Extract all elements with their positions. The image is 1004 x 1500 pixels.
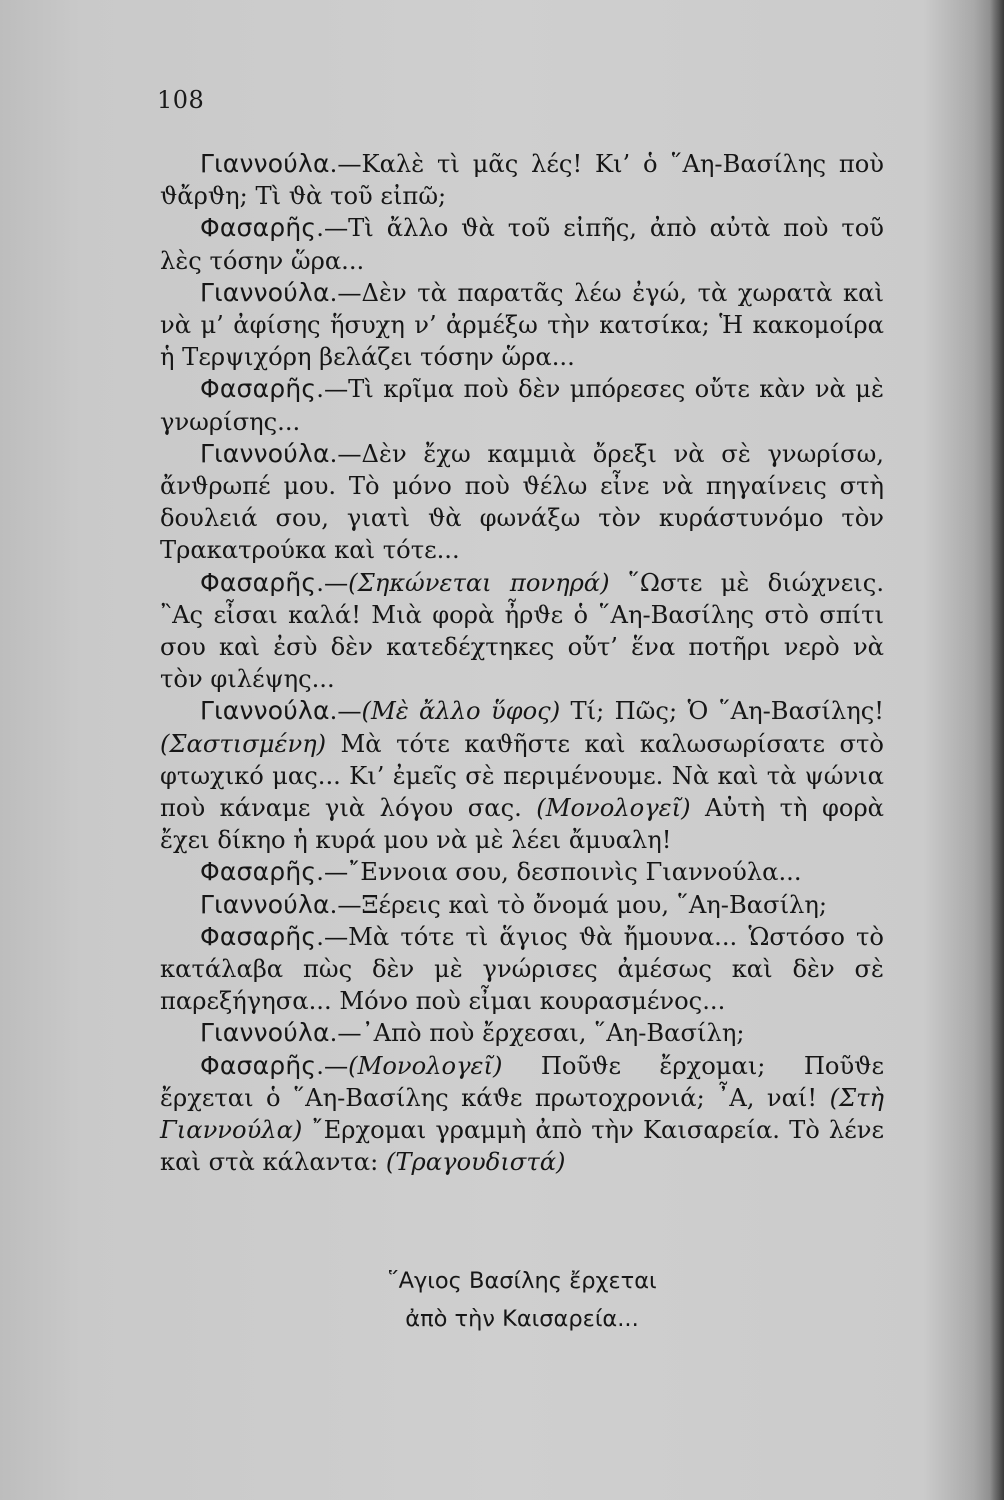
dialogue-paragraph <box>160 148 884 212</box>
dialogue-paragraph <box>160 1017 884 1049</box>
dialogue-line: .— <box>316 1051 349 1080</box>
dialogue-line: .—Καλὲ τὶ μᾶς λές! Κι’ ὁ ῞Αη-Βασίλης ποὺ ϑἄρϑη; Τὶ ϑὰ τοῦ εἰπῶ; <box>160 150 884 211</box>
speaker-name: Φασαρῆς <box>200 921 317 951</box>
verse-line-1: ῞Αγιος Βασίλης ἔρχεται <box>387 1268 657 1294</box>
stage-direction: (Σηκώνεται πονηρά) <box>348 568 610 597</box>
dialogue-line: .—Δὲν ἔχω καμμιὰ ὄρεξι νὰ σὲ γνωρίσω, ἄνϑρωπέ μου. Τὸ μόνο ποὺ ϑέλω εἶνε νὰ πηγαίνεις στὴ δουλειά σου, γιατὶ ϑὰ φωνάξω τὸν κυράστυνόμο τὸν Τρακατρούκα καὶ τότε... <box>160 439 884 565</box>
speaker-name: Γιαννούλα <box>200 149 330 178</box>
stage-direction: (Μονολογεῖ) <box>348 1051 503 1080</box>
stage-direction: (Μὲ ἄλλο ὕφος) <box>361 697 561 726</box>
dialogue-text <box>160 148 884 1179</box>
speaker-name: Γιαννούλα <box>200 277 330 307</box>
speaker-name: Γιαννούλα <box>200 1018 330 1048</box>
speaker-name: Φασαρῆς <box>200 1050 317 1080</box>
dialogue-line: .— <box>316 568 349 597</box>
speaker-name: Φασαρῆς <box>200 567 317 597</box>
verse-line-2: ἀπὸ τὴν Καισαρεία... <box>405 1306 639 1332</box>
dialogue-paragraph <box>160 889 884 921</box>
dialogue-line: .—῎Εννοια σου, δεσποινὶς Γιαννούλα... <box>316 858 802 887</box>
speaker-name: Φασαρῆς <box>200 857 317 887</box>
speaker-name: Γιαννούλα <box>200 438 330 468</box>
dialogue-paragraph <box>160 856 884 888</box>
speaker-name: Φασαρῆς <box>200 213 317 243</box>
dialogue-line: Τί; Πῶς; Ὁ ῞Αη-Βασίλης! <box>560 697 884 726</box>
dialogue-paragraph <box>160 373 884 437</box>
stage-direction: (Μονολογεῖ) <box>536 794 691 823</box>
stage-direction: (Σαστισμένη) <box>160 729 327 758</box>
dialogue-paragraph <box>160 212 884 276</box>
dialogue-line: Αὐτὴ τὴ φορὰ ἔχει δίκηο ἡ κυρά μου νὰ μὲ λέει ἄμυαλη! <box>160 794 884 855</box>
dialogue-paragraph <box>160 567 884 696</box>
dialogue-line: .—᾽Απὸ ποὺ ἔρχεσαι, ῞Αη-Βασίλη; <box>329 1019 745 1048</box>
dialogue-line: Μὰ τότε καϑῆστε καὶ καλωσωρίσατε στὸ φτωχικό μας... Κι’ ἐμεῖς σὲ περιμένουμε. Νὰ καὶ τὰ ψώνια ποὺ κάναμε γιὰ λόγου σας. <box>160 729 884 823</box>
dialogue-paragraph <box>160 277 884 374</box>
page-number: 108 <box>157 86 205 114</box>
dialogue-line: .—Δὲν τὰ παρατᾶς λέω ἐγώ, τὰ χωρατὰ καὶ νὰ μ’ ἀφίσης ἥσυχη ν’ ἀρμέξω τὴν κατσίκα; Ἡ κακομοίρα ἡ Τερψιχόρη βελάζει τόσην ὥρα... <box>160 278 884 372</box>
page-edge-shadow <box>990 0 1004 1500</box>
dialogue-paragraph <box>160 438 884 567</box>
dialogue-line: ῞Ωστε μὲ διώχνεις. ῍Ας εἶσαι καλά! Μιὰ φορὰ ἦρϑε ὁ ῞Αη-Βασίλης στὸ σπίτι σου καὶ ἐσὺ δὲν κατεδέχτηκες οὔτ’ ἕνα ποτῆρι νερὸ νὰ τὸν φιλέψης... <box>160 568 885 694</box>
dialogue-line: .—Ξέρεις καὶ τὸ ὄνομά μου, ῞Αη-Βασίλη; <box>329 890 828 919</box>
stage-direction: (Στὴ Γιαννούλα) <box>160 1083 884 1145</box>
speaker-name: Φασαρῆς <box>200 374 317 404</box>
stage-direction: (Τραγουδιστά) <box>385 1148 566 1177</box>
dialogue-paragraph <box>160 1050 884 1179</box>
dialogue-line: Ποῦϑε ἔρχομαι; Ποῦϑε ἔρχεται ὁ ῞Αη-Βασίλης κάϑε πρωτοχρονιά; ῏Α, ναί! <box>160 1051 884 1112</box>
dialogue-paragraph <box>160 695 884 856</box>
speaker-name: Γιαννούλα <box>200 889 330 919</box>
dialogue-line: ῎Ερχομαι γραμμὴ ἀπὸ τὴν Καισαρεία. Τὸ λένε καὶ στὰ κάλαντα: <box>160 1116 884 1177</box>
speaker-name: Γιαννούλα <box>200 696 330 726</box>
dialogue-line: .—Τὶ ἄλλο ϑὰ τοῦ εἰπῆς, ἀπὸ αὐτὰ ποὺ τοῦ λὲς τόσην ὥρα... <box>160 214 884 275</box>
dialogue-line: .—Τὶ κρῖμα ποὺ δὲν μπόρεσες οὔτε κὰν νὰ μὲ γνωρίσης... <box>160 375 884 436</box>
dialogue-paragraph <box>160 921 884 1018</box>
dialogue-line: .— <box>329 697 362 726</box>
dialogue-line: .—Μὰ τότε τὶ ἅγιος ϑὰ ἤμουνα... Ὡστόσο τὸ κατάλαβα πὼς δὲν μὲ γνώρισες ἀμέσως καὶ δὲν σὲ παρεξήγησα... Μόνο ποὺ εἶμαι κουρασμένος... <box>160 922 884 1016</box>
